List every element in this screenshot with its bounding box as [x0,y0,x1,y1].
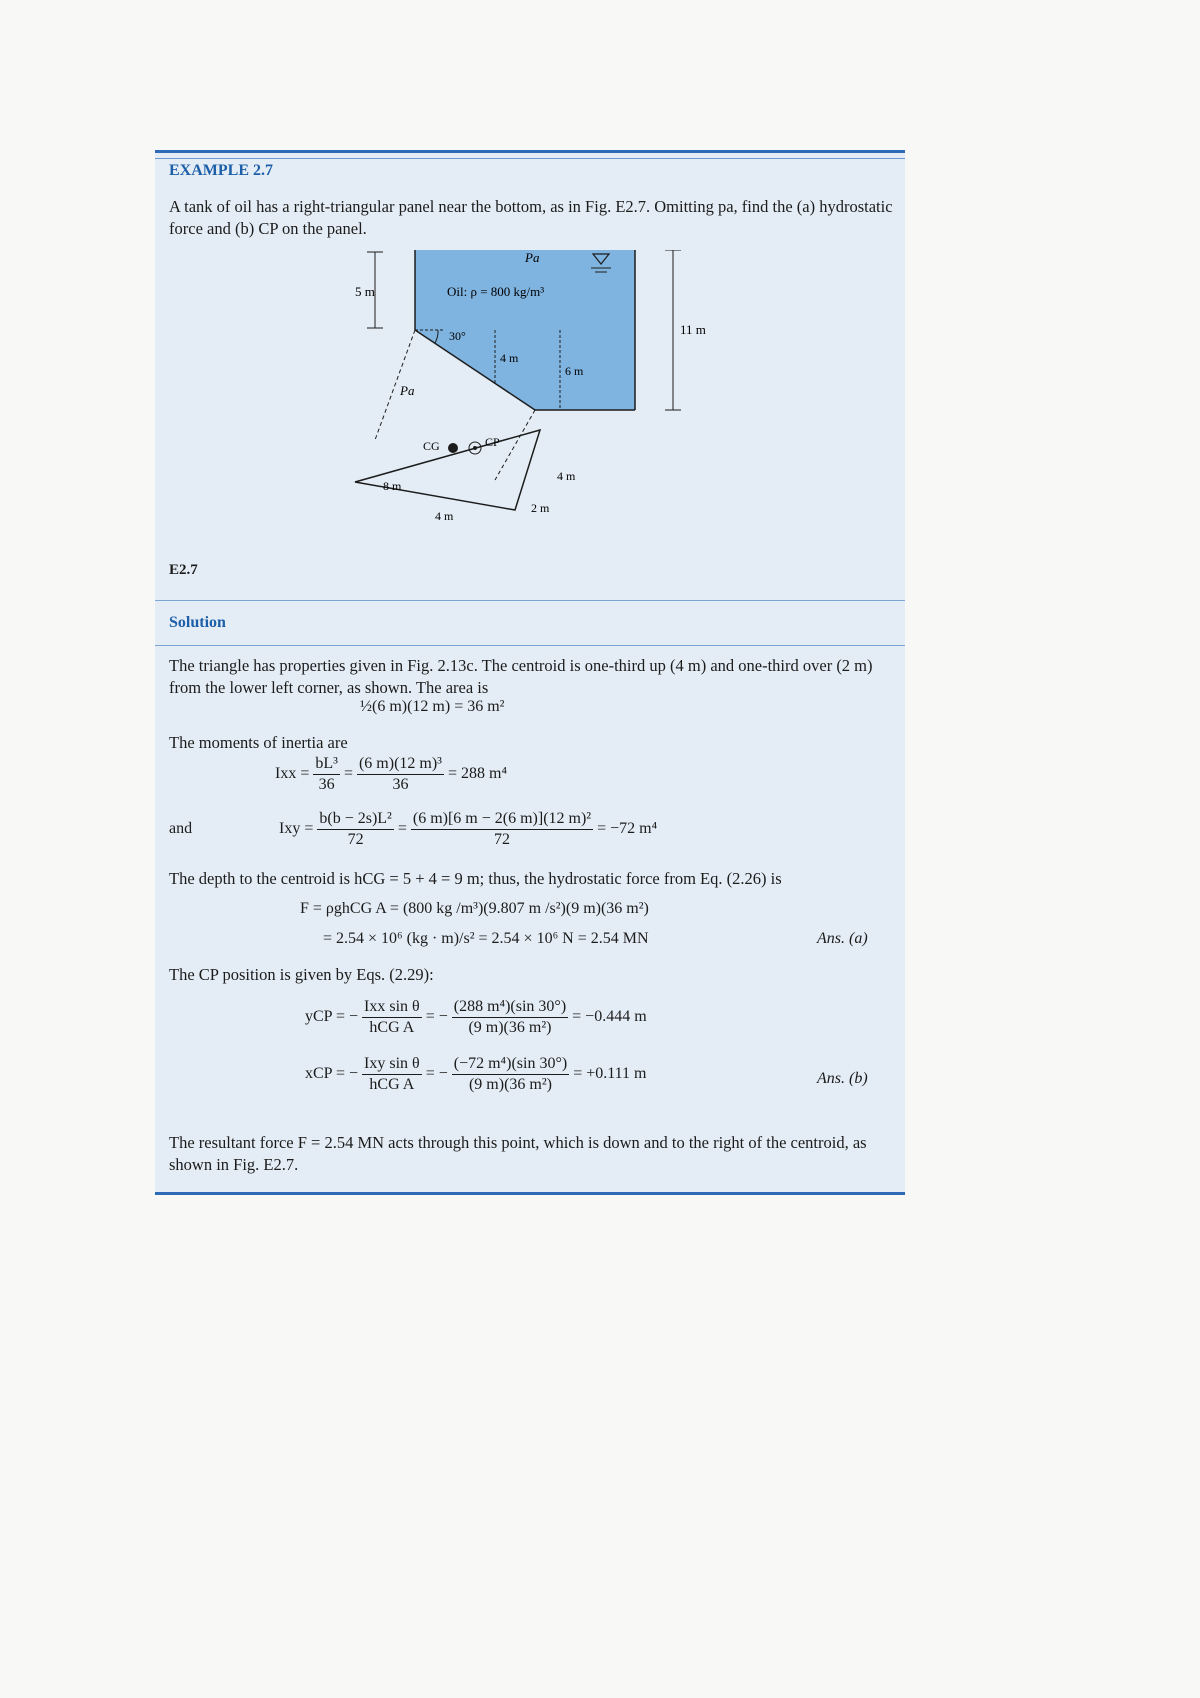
ixy-frac2 [411,810,593,849]
pa-top-label: Pa [525,250,540,265]
force-equation-1: F = ρghCG A = (800 kg /m³)(9.807 m /s²)(9 m)(36 m²) [300,900,649,917]
ixx-lhs: Ixx = [275,765,310,783]
solution-intro: The triangle has properties given in Fig. 2.13c. The centroid is one-third up (4 m) and one-third over (2 m) from the lower left corner, as shown. The area is [169,656,873,697]
dim-6m-label: 6 m [565,364,584,378]
xcp-eq: = − [425,1065,448,1083]
top-rule-thin [155,158,905,159]
ixy-rhs: = −72 m⁴ [597,820,658,838]
cp-intro: The CP position is given by Eqs. (2.29): [169,965,434,984]
cg-marker [448,443,458,453]
triangle-panel [355,430,540,510]
example-title: EXAMPLE 2.7 [169,162,273,179]
xcp-frac1-num: Ixy sin θ [362,1055,422,1075]
ycp-eq: = − [425,1008,448,1026]
ixy-frac1 [317,810,393,849]
ixy-equation [169,810,657,849]
pa-panel-label: Pa [400,383,415,398]
cg-label: CG [423,439,440,453]
ycp-frac1-den: hCG A [369,1019,415,1036]
top-rule [155,150,905,153]
oil-label: Oil: ρ = 800 kg/m³ [447,284,545,299]
and-word: and [169,820,193,838]
projection-right [495,410,535,480]
answer-a: Ans. (a) [817,930,868,947]
answer-b: Ans. (b) [817,1070,868,1087]
dim-8m-label: 8 m [383,479,402,493]
ixx-equation [275,755,507,794]
area-equation: ½(6 m)(12 m) = 36 m² [360,698,505,715]
dim-2m-label: 2 m [531,501,550,515]
example-page [155,150,905,1195]
moments-intro: The moments of inertia are [169,733,348,752]
oil-region [415,250,635,410]
dim-11m-label: 11 m [680,322,706,337]
ixx-rhs: = 288 m⁴ [447,765,508,783]
ycp-frac2-den: (9 m)(36 m²) [468,1019,552,1036]
figure-label: E2.7 [169,562,198,578]
xcp-frac2-den: (9 m)(36 m²) [468,1076,552,1093]
depth-text: The depth to the centroid is hCG = 5 + 4 = 9 m; thus, the hydrostatic force from Eq. (2.26) is [169,869,782,888]
ixx-frac1 [313,755,340,794]
ixy-frac1-num: b(b − 2s)L² [317,810,393,830]
tank-diagram [335,250,875,600]
ixx-eq: = [343,765,353,783]
ixx-frac2 [357,755,444,794]
force-equation-2: = 2.54 × 10⁶ (kg · m)/s² = 2.54 × 10⁶ N = 2.54 MN [323,930,649,947]
ixx-frac2-num: (6 m)(12 m)³ [357,755,444,775]
ycp-frac1-num: Ixx sin θ [362,998,422,1018]
ycp-equation [305,998,647,1037]
ycp-rhs: = −0.444 m [572,1008,647,1026]
solution-label: Solution [169,614,226,631]
ycp-lhs: yCP = − [305,1008,359,1026]
ixx-frac2-den: 36 [392,776,409,793]
ixy-frac2-num: (6 m)[6 m − 2(6 m)](12 m)² [411,810,593,830]
ixy-frac2-den: 72 [493,831,510,848]
xcp-lhs: xCP = − [305,1065,359,1083]
cp-dot [473,446,477,450]
ixx-frac1-num: bL³ [313,755,340,775]
cp-label: CP [485,435,500,449]
conclusion-text: The resultant force F = 2.54 MN acts through this point, which is down and to the right of the centroid, as shown in Fig. E2.7. [169,1133,867,1174]
xcp-frac1 [362,1055,422,1094]
xcp-equation [305,1055,647,1094]
xcp-frac1-den: hCG A [369,1076,415,1093]
dim-4m-side-label: 4 m [557,469,576,483]
ycp-frac2-num: (288 m⁴)(sin 30°) [452,998,568,1018]
ixy-frac1-den: 72 [347,831,364,848]
bottom-rule [155,1192,905,1195]
xcp-rhs: = +0.111 m [573,1065,647,1083]
ixy-eq: = [397,820,407,838]
dim-5m-label: 5 m [355,284,375,299]
dim-4m-base-label: 4 m [435,509,454,523]
xcp-frac2-num: (−72 m⁴)(sin 30°) [452,1055,569,1075]
problem-statement: A tank of oil has a right-triangular panel near the bottom, as in Fig. E2.7. Omitting pa, find the (a) hydrostatic force and (b) CP on the panel. [169,197,893,238]
ixx-frac1-den: 36 [318,776,335,793]
xcp-frac2 [452,1055,569,1094]
ixy-lhs: Ixy = [279,820,314,838]
ycp-frac2 [452,998,568,1037]
ycp-frac1 [362,998,422,1037]
dim-4m-vert-label: 4 m [500,351,519,365]
angle-label: 30° [449,329,466,343]
solution-header [155,600,905,646]
